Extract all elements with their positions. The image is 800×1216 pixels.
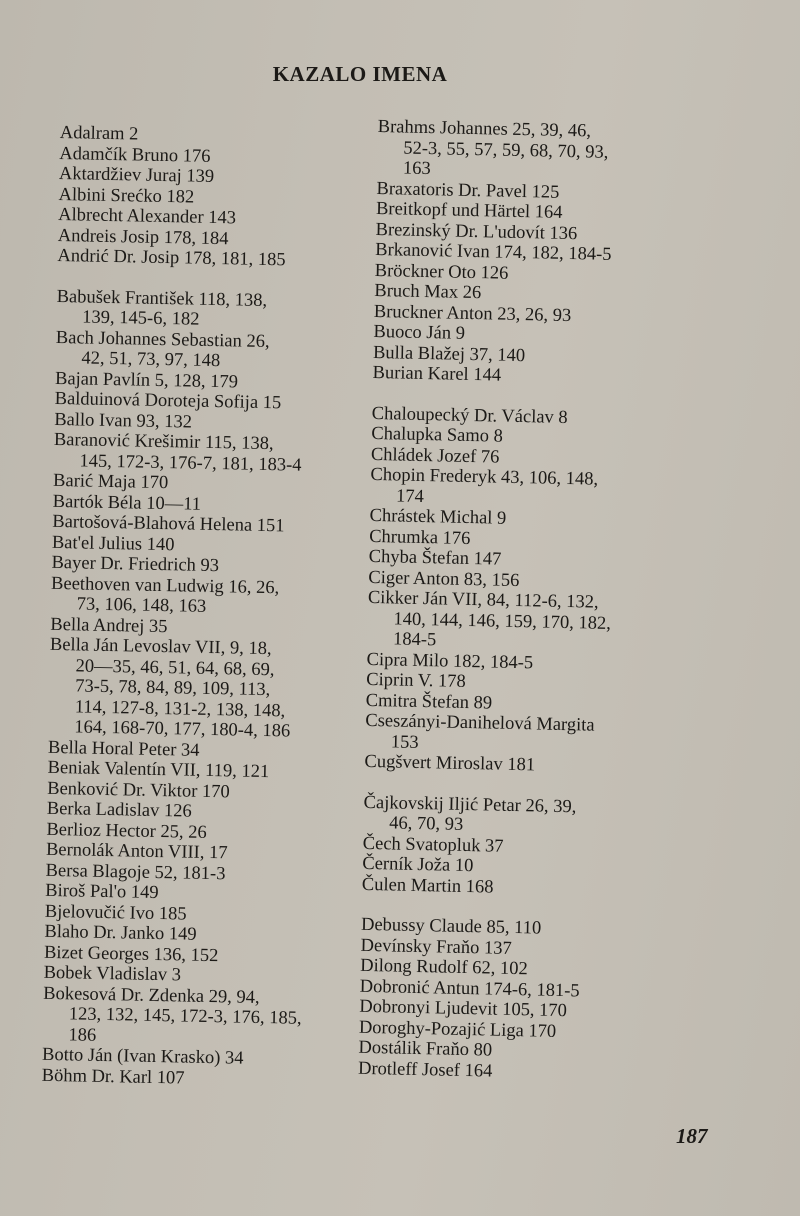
index-entry [42, 983, 363, 1051]
index-entry [370, 465, 701, 513]
index-entry-text: Ciprin V. 178 [366, 669, 466, 692]
index-entry-text: Blaho Dr. Janko 149 [44, 921, 197, 945]
index-column-left [42, 123, 380, 1092]
index-entry-text: Cipra Milo 182, 184-5 [366, 649, 534, 673]
index-entry-text: Andreis Josip 178, 184 [57, 225, 229, 249]
index-entry-text: Bobek Vladislav 3 [43, 962, 182, 986]
index-entry-continuation: 186 [68, 1024, 97, 1046]
index-entry-continuation: 20—35, 46, 51, 64, 68, 69, [75, 655, 275, 680]
index-entry-text: Doroghy-Pozajić Liga 170 [358, 1017, 557, 1042]
index-entry-text: Bella Andrej 35 [50, 614, 168, 637]
index-entry-text: Ciger Anton 83, 156 [368, 567, 520, 591]
index-entry-text: Dobronić Antun 174-6, 181-5 [359, 976, 580, 1001]
index-entry-text: Dobronyi Ljudevit 105, 170 [359, 996, 568, 1022]
index-entry-text: Chaloupecký Dr. Václav 8 [371, 403, 568, 428]
index-entry-text: Berlioz Hector 25, 26 [46, 819, 207, 843]
index-entry-text: Burian Karel 144 [372, 362, 502, 386]
index-entry-text: Adamčík Bruno 176 [59, 143, 211, 167]
index-entry-continuation: 42, 51, 73, 97, 148 [81, 348, 221, 372]
index-entry-text: Bokesová Dr. Zdenka 29, 94, [43, 983, 260, 1008]
index-entry-text: Braxatoris Dr. Pavel 125 [376, 178, 560, 203]
index-entry-text: Biroš Pal'o 149 [45, 880, 159, 904]
index-entry-text: Benković Dr. Viktor 170 [47, 778, 230, 802]
index-entry [51, 573, 372, 620]
index-entry-text: Bersa Blagoje 52, 181-3 [45, 860, 226, 884]
index-entry-text: Devínsky Fraňo 137 [360, 935, 512, 959]
index-entry-text: Böhm Dr. Karl 107 [41, 1065, 185, 1089]
index-entry-text: Albrecht Alexander 143 [58, 204, 237, 229]
index-entry-continuation: 184-5 [392, 629, 437, 651]
index-entry-text: Ballo Ivan 93, 132 [54, 409, 193, 433]
index-entry-continuation: 145, 172-3, 176-7, 181, 183-4 [79, 450, 302, 476]
index-entry-text: Dostálik Fraňo 80 [358, 1037, 493, 1061]
index-entry-text: Bella Ján Levoslav VII, 9, 18, [49, 634, 272, 660]
index-entry-text: Botto Ján (Ivan Krasko) 34 [41, 1044, 244, 1069]
index-entry-text: Chrástek Michal 9 [369, 505, 507, 529]
index-entry-text: Balduinová Doroteja Sofija 15 [54, 388, 282, 414]
index-entry-text: Bat'el Julius 140 [51, 532, 175, 555]
index-entry-continuation: 174 [395, 485, 425, 507]
index-entry-text: Beethoven van Ludwig 16, 26, [50, 573, 280, 598]
index-entry-text: Dilong Rudolf 62, 102 [360, 955, 528, 980]
index-entry-text: Brezinský Dr. L'udovít 136 [375, 219, 578, 244]
index-entry-text: Beniak Valentín VII, 119, 121 [47, 757, 270, 783]
index-entry-text: Cmitra Štefan 89 [365, 690, 493, 714]
index-entry-text: Drotleff Josef 164 [357, 1058, 493, 1082]
index-entry [56, 286, 377, 333]
index-entry-text: Bayer Dr. Friedrich 93 [51, 552, 220, 577]
index-entry-text: Aktardžiev Juraj 139 [58, 163, 215, 187]
index-entry-continuation: 139, 145-6, 182 [82, 307, 200, 330]
index-entry-text: Breitkopf und Härtel 164 [375, 198, 563, 223]
index-entry [55, 327, 376, 374]
index-entry-continuation: 123, 132, 145, 172-3, 176, 185, [68, 1004, 302, 1029]
index-entry-text: Cikker Ján VII, 84, 112-6, 132, [367, 587, 599, 613]
index-entry-text: Chládek Jozef 76 [370, 444, 500, 468]
index-entry-text: Bjelovučić Ivo 185 [44, 901, 187, 925]
index-entry-continuation: 73, 106, 148, 163 [76, 594, 207, 617]
index-entry [367, 588, 698, 656]
index-entry-text: Chrumka 176 [369, 526, 471, 549]
index-entry-continuation: 52-3, 55, 57, 59, 68, 70, 93, [403, 138, 609, 163]
index-entry-text: Bernolák Anton VIII, 17 [45, 839, 228, 864]
index-entry [377, 117, 708, 185]
index-entry-text: Babušek František 118, 138, [56, 286, 268, 311]
index-entry [48, 635, 370, 744]
index-entry-text: Buoco Ján 9 [373, 321, 466, 344]
index-entry-text: Berka Ladislav 126 [46, 798, 192, 822]
index-entry-continuation: 153 [390, 731, 419, 753]
index-entry-continuation: 114, 127-8, 131-2, 138, 148, [74, 696, 286, 721]
index-entry-text: Bella Horal Peter 34 [47, 737, 200, 761]
index-entry-text: Čulen Martin 168 [361, 874, 494, 898]
index-entry-text: Baranović Krešimir 115, 138, [53, 429, 274, 455]
page-title: KAZALO IMENA [272, 62, 448, 86]
index-entry [363, 792, 694, 840]
index-entry-text: Cugšvert Miroslav 181 [364, 751, 536, 776]
index-entry-text: Chyba Štefan 147 [368, 546, 502, 570]
page-number: 187 [676, 1124, 708, 1148]
index-entry-text: Andrić Dr. Josip 178, 181, 185 [57, 245, 286, 271]
index-column-right [358, 117, 708, 1086]
index-entry-text: Debussy Claude 85, 110 [360, 914, 542, 939]
index-entry-text: Bartók Béla 10—11 [52, 491, 202, 515]
index-entry-text: Cseszányi-Danihelová Margita [365, 710, 595, 736]
index-entry-text: Albini Srećko 182 [58, 184, 195, 208]
index-entry-continuation: 140, 144, 146, 159, 170, 182, [393, 608, 612, 634]
index-entry-text: Brkanović Ivan 174, 182, 184-5 [375, 239, 612, 265]
index-entry-text: Bröckner Oto 126 [374, 260, 509, 284]
index-entry-text: Barić Maja 170 [52, 470, 169, 494]
index-entry [53, 430, 374, 477]
index-entry-text: Černík Joža 10 [362, 853, 474, 877]
index-entry-continuation: 163 [402, 158, 431, 180]
index-entry-continuation: 73-5, 78, 84, 89, 109, 113, [74, 676, 271, 701]
index-entry-continuation: 164, 168-70, 177, 180-4, 186 [74, 717, 291, 742]
index-entry-text: Bach Johannes Sebastian 26, [55, 327, 270, 352]
index-entry [365, 711, 696, 759]
index-entry-text: Bruch Max 26 [374, 280, 482, 304]
index-entry-text: Brahms Johannes 25, 39, 46, [377, 117, 592, 142]
index-entry-text: Bulla Blažej 37, 140 [372, 342, 526, 366]
index-entry-text: Bartošová-Blahová Helena 151 [52, 511, 285, 537]
index-entry-text: Adalram 2 [59, 123, 139, 145]
index-entry-text: Bajan Pavlín 5, 128, 179 [54, 368, 239, 392]
index-entry-text: Chalupka Samo 8 [371, 423, 504, 447]
index-entry-text: Čech Svatopluk 37 [362, 833, 504, 857]
index-entry-text: Čajkovskij Iljić Petar 26, 39, [363, 792, 577, 817]
index-entry-text: Chopin Frederyk 43, 106, 148, [370, 464, 599, 490]
index-entry-text: Bizet Georges 136, 152 [43, 942, 219, 966]
index-entry-text: Bruckner Anton 23, 26, 93 [373, 301, 572, 326]
index-entry-continuation: 46, 70, 93 [388, 813, 464, 835]
